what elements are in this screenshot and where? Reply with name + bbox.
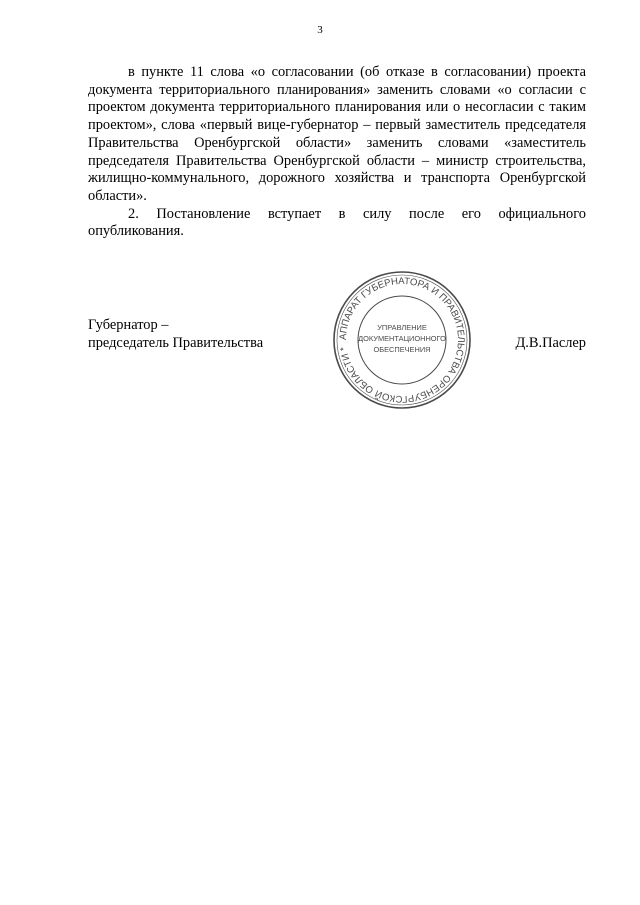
paragraph-effective-date: 2. Постановление вступает в силу после его официального опубликования. — [88, 205, 586, 240]
signatory-position-line2: председатель Правительства — [88, 335, 264, 351]
document-body — [88, 64, 586, 241]
seal-center-line2: ДОКУМЕНТАЦИОННОГО — [358, 334, 446, 343]
signatory-name: Д.В.Паслер — [515, 335, 586, 351]
seal-outer-text: АППАРАТ ГУБЕРНАТОРА И ПРАВИТЕЛЬСТВА ОРЕНБУРГСКОЙ ОБЛАСТИ * — [337, 275, 467, 405]
seal-center-line1: УПРАВЛЕНИЕ — [377, 323, 427, 332]
page-number: 3 — [317, 24, 323, 36]
official-seal-stamp — [330, 268, 474, 412]
signatory-position-line1: Губернатор – — [88, 317, 169, 333]
signatory-position — [88, 316, 263, 352]
paragraph-amendment: в пункте 11 слова «о согласовании (об отказе в согласовании) проекта документа территориального планирования» заменить словами «о согласии с проектом документа территориального планирования или о несогласии с таким проектом», слова «первый вице-губернатор – первый заместитель председателя Правительства Оренбургской области» заменить словами «заместитель председателя Правительства Оренбургской области – министр строительства, жилищно-коммунального, дорожного хозяйства и транспорта Оренбургской области». — [88, 64, 586, 204]
seal-graphic — [330, 268, 474, 412]
seal-center-line3: ОБЕСПЕЧЕНИЯ — [373, 345, 431, 354]
